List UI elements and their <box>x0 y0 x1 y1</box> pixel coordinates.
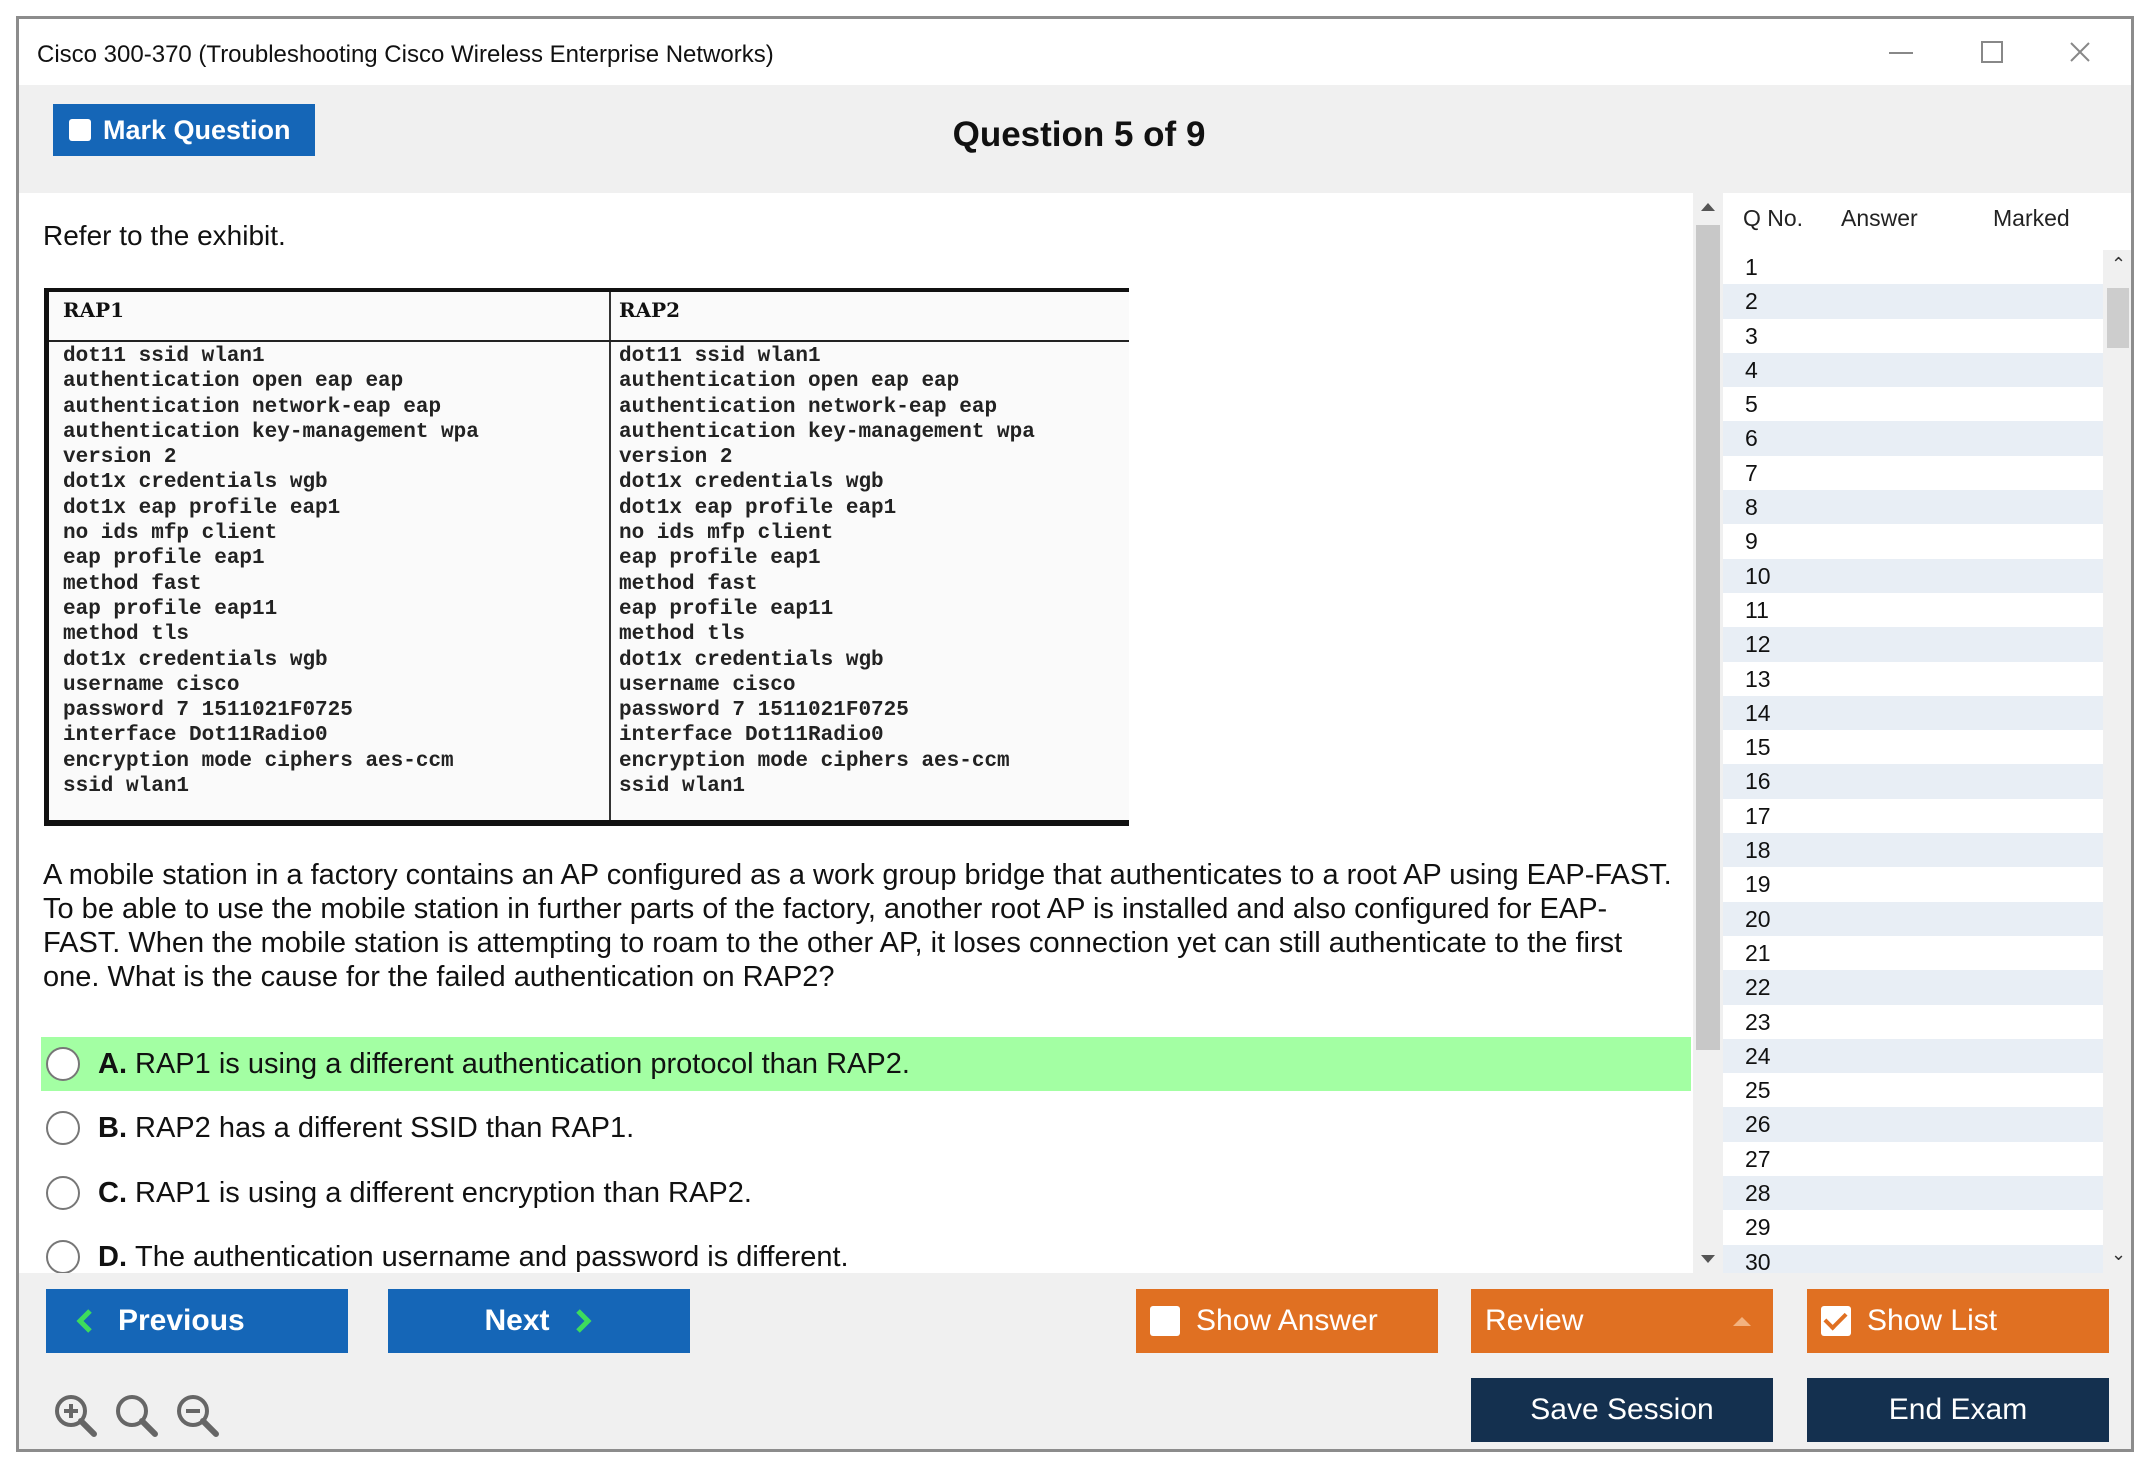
app-window <box>16 16 2134 1452</box>
question-list-item[interactable]: 7 <box>1745 459 1758 486</box>
question-list-item[interactable]: 13 <box>1745 665 1771 692</box>
maximize-icon[interactable] <box>1959 29 2023 75</box>
chevron-right-icon <box>572 1308 594 1334</box>
question-list-item[interactable]: 23 <box>1745 1008 1771 1035</box>
radio-button[interactable] <box>46 1047 80 1081</box>
option-letter: A. <box>98 1047 127 1080</box>
question-list-item[interactable]: 25 <box>1745 1077 1771 1104</box>
config-line: dot1x eap profile eap1 <box>619 496 897 520</box>
end-exam-button[interactable] <box>1807 1378 2109 1442</box>
question-header <box>19 85 2131 193</box>
config-line: version 2 <box>619 446 733 470</box>
show-answer-label: Show Answer <box>1196 1304 1378 1337</box>
scroll-up-icon[interactable] <box>1701 203 1715 211</box>
config-line: authentication key-management wpa <box>619 420 1035 444</box>
config-line: encryption mode ciphers aes-ccm <box>63 749 454 773</box>
option-text: RAP2 has a different SSID than RAP1. <box>135 1111 635 1144</box>
question-list-panel <box>1723 193 2134 1273</box>
window-title: Cisco 300-370 (Troubleshooting Cisco Wireless Enterprise Networks) <box>37 41 774 68</box>
question-list-item[interactable]: 20 <box>1723 902 2103 936</box>
config-line: password 7 1511021F0725 <box>63 699 353 723</box>
scrollbar-thumb[interactable] <box>2107 288 2129 348</box>
question-list-item[interactable]: 10 <box>1723 559 2103 593</box>
previous-label: Previous <box>118 1304 245 1337</box>
config-line: dot1x eap profile eap1 <box>63 496 341 520</box>
config-line: ssid wlan1 <box>63 775 190 799</box>
question-list-item[interactable]: 12 <box>1723 627 2103 661</box>
bottom-toolbar <box>19 1273 2131 1452</box>
config-line: eap profile eap11 <box>63 597 278 621</box>
config-line: encryption mode ciphers aes-ccm <box>619 749 1010 773</box>
question-list-item[interactable]: 18 <box>1723 833 2103 867</box>
end-exam-label: End Exam <box>1888 1393 2028 1426</box>
question-list-item[interactable]: 21 <box>1745 939 1771 966</box>
question-text: A mobile station in a factory contains an AP configured as a work group bridge that authenticates to a root AP using EAP-FAST. To be able to use the mobile station in further parts of the factory, another root AP is installed and also configured for EAP-FAST. When the mobile station is attempting to roam to the other AP, it loses connection yet can still authenticate to the first one. What is the cause for the failed authentication on RAP2? <box>43 859 1672 993</box>
question-list-item[interactable]: 5 <box>1745 391 1758 418</box>
mark-question-button[interactable] <box>53 104 315 156</box>
question-list-item[interactable]: 30 <box>1723 1245 2103 1273</box>
save-session-label: Save Session <box>1530 1393 1714 1426</box>
next-label: Next <box>484 1304 550 1337</box>
checkbox-icon <box>69 119 91 141</box>
show-list-label: Show List <box>1867 1304 1998 1337</box>
question-list-item[interactable]: 19 <box>1745 871 1771 898</box>
option-letter: D. <box>98 1240 127 1273</box>
question-list-header <box>1723 193 2134 243</box>
close-icon[interactable] <box>2049 29 2113 75</box>
question-list-item[interactable]: 15 <box>1745 734 1771 761</box>
option-letter: B. <box>98 1111 127 1144</box>
review-dropdown-button[interactable] <box>1471 1289 1773 1353</box>
question-counter: Question 5 of 9 <box>952 115 1206 154</box>
config-line: authentication open eap eap <box>619 370 960 394</box>
content-scrollbar[interactable] <box>1693 193 1723 1273</box>
column-header-answer: Answer <box>1841 205 1918 231</box>
config-line: authentication open eap eap <box>63 370 404 394</box>
config-line: eap profile eap1 <box>619 547 821 571</box>
option-letter: C. <box>98 1176 127 1209</box>
question-list-item[interactable]: 11 <box>1745 596 1769 623</box>
radio-button[interactable] <box>46 1176 80 1210</box>
scrollbar-thumb[interactable] <box>1696 225 1720 1050</box>
zoom-out-icon[interactable] <box>173 1391 221 1439</box>
config-line: username cisco <box>63 673 240 697</box>
question-list-item[interactable]: 22 <box>1723 970 2103 1004</box>
question-list-item[interactable]: 16 <box>1723 764 2103 798</box>
config-line: interface Dot11Radio0 <box>63 724 328 748</box>
question-list-item[interactable]: 3 <box>1745 322 1758 349</box>
answer-option-c[interactable] <box>41 1166 1691 1220</box>
next-button[interactable] <box>388 1289 690 1353</box>
chevron-left-icon <box>74 1308 96 1334</box>
mark-question-label: Mark Question <box>103 114 291 145</box>
show-list-toggle[interactable] <box>1807 1289 2109 1353</box>
exhibit-image <box>44 288 1129 826</box>
question-list-item[interactable]: 28 <box>1723 1176 2103 1210</box>
config-line: ssid wlan1 <box>619 775 746 799</box>
answer-option-b[interactable] <box>41 1101 1691 1155</box>
config-line: dot11 ssid wlan1 <box>619 345 821 368</box>
question-list-item[interactable]: 1 <box>1745 254 1758 280</box>
config-line: dot1x credentials wgb <box>63 648 328 672</box>
config-line: interface Dot11Radio0 <box>619 724 884 748</box>
question-list-item[interactable]: 8 <box>1723 490 2103 524</box>
config-line: authentication network-eap eap <box>63 395 442 419</box>
radio-button[interactable] <box>46 1111 80 1145</box>
exhibit-config-rap1 <box>63 344 479 799</box>
question-list-item[interactable]: 6 <box>1723 421 2103 455</box>
save-session-button[interactable] <box>1471 1378 1773 1442</box>
config-line: dot11 ssid wlan1 <box>63 345 265 368</box>
zoom-reset-icon[interactable] <box>112 1391 160 1439</box>
config-line: method fast <box>63 572 202 596</box>
config-line: method tls <box>619 623 746 647</box>
option-text: RAP1 is using a different encryption than RAP2. <box>135 1176 752 1209</box>
config-line: eap profile eap11 <box>619 597 834 621</box>
option-text: RAP1 is using a different authentication protocol than RAP2. <box>135 1047 910 1080</box>
answer-option-d[interactable] <box>41 1230 1691 1273</box>
question-list-item[interactable]: 27 <box>1745 1145 1771 1172</box>
exhibit-header-rap1: RAP1 <box>63 298 125 322</box>
chevron-down-icon[interactable]: ⌄ <box>2111 1244 2127 1264</box>
config-line: no ids mfp client <box>619 522 834 546</box>
config-line: method tls <box>63 623 190 647</box>
zoom-in-icon[interactable] <box>51 1391 99 1439</box>
question-intro: Refer to the exhibit. <box>43 220 286 251</box>
question-list-item[interactable]: 24 <box>1723 1039 2103 1073</box>
config-line: method fast <box>619 572 758 596</box>
question-list-item[interactable]: 26 <box>1723 1107 2103 1141</box>
minimize-icon[interactable] <box>1869 29 1933 75</box>
question-list-item[interactable]: 14 <box>1723 696 2103 730</box>
config-line: authentication key-management wpa <box>63 420 479 444</box>
config-line: authentication network-eap eap <box>619 395 998 419</box>
question-list <box>1723 250 2103 1273</box>
column-header-qno: Q No. <box>1743 205 1804 231</box>
exhibit-header-line <box>49 340 1129 342</box>
question-list-item[interactable]: 2 <box>1723 284 2103 318</box>
chevron-up-icon[interactable]: ⌃ <box>2111 254 2127 274</box>
config-line: no ids mfp client <box>63 522 278 546</box>
previous-button[interactable] <box>46 1289 348 1353</box>
config-line: dot1x credentials wgb <box>63 471 328 495</box>
config-line: dot1x credentials wgb <box>619 648 884 672</box>
answer-option-a[interactable] <box>41 1037 1691 1091</box>
exhibit-config-rap2 <box>619 344 1035 799</box>
config-line: eap profile eap1 <box>63 547 265 571</box>
checkbox-icon <box>1150 1306 1180 1336</box>
exhibit-header-rap2: RAP2 <box>619 298 681 322</box>
checkbox-checked-icon <box>1821 1306 1851 1336</box>
question-content <box>19 193 1692 1273</box>
question-list-scrollbar[interactable] <box>2103 250 2133 1273</box>
option-text: The authentication username and password is different. <box>135 1240 849 1273</box>
question-list-item[interactable]: 29 <box>1745 1214 1771 1241</box>
show-answer-button[interactable] <box>1136 1289 1438 1353</box>
config-line: dot1x credentials wgb <box>619 471 884 495</box>
scroll-down-icon[interactable] <box>1701 1255 1715 1263</box>
column-header-marked: Marked <box>1993 205 2070 231</box>
question-list-item[interactable]: 4 <box>1723 353 2103 387</box>
exhibit-divider <box>609 292 611 820</box>
config-line: username cisco <box>619 673 796 697</box>
title-bar <box>19 19 2131 85</box>
question-list-item[interactable]: 9 <box>1745 528 1758 555</box>
config-line: password 7 1511021F0725 <box>619 699 909 723</box>
review-label: Review <box>1485 1304 1584 1337</box>
radio-button[interactable] <box>46 1240 80 1273</box>
question-list-item[interactable]: 17 <box>1745 802 1771 829</box>
config-line: version 2 <box>63 446 177 470</box>
triangle-up-icon <box>1733 1317 1751 1326</box>
